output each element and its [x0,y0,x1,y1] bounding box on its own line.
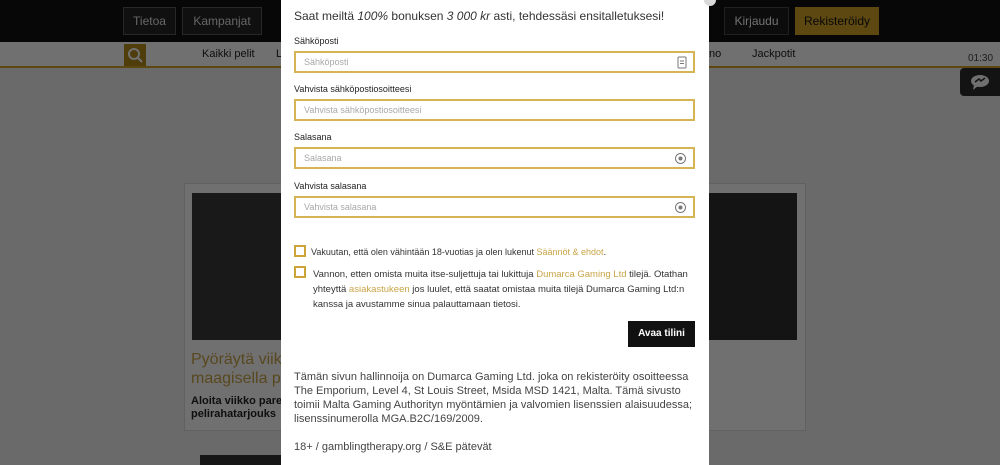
self-exclusion-text: Vannon, etten omista muita itse-suljettuja tai lukittuja Dumarca Gaming Ltd tilejä. Otathan yhteyttä asiakastukeen jos luulet, että saatat omistaa muita tilejä Dumarca Gaming Ltd:n kanssa ja avustamme sinua palauttamaan tietosi. [313,269,688,310]
open-account-button[interactable]: Avaa tilini [628,321,695,347]
self-exclusion-checkbox[interactable] [294,266,306,278]
email-confirm-label: Vahvista sähköpostiosoitteesi [294,84,412,94]
support-link[interactable]: asiakastukeen [348,284,410,295]
dumarca-link[interactable]: Dumarca Gaming Ltd [536,269,627,280]
bonus-intro: Saat meiltä 100% bonuksen 3 000 kr asti, tehdessäsi ensitalletuksesi! [294,9,665,23]
password-field[interactable]: Salasana [294,147,695,169]
terms-checkbox[interactable] [294,245,306,257]
terms-text: Vakuutan, että olen vähintään 18-vuotias ja olen lukenut Säännöt & ehdot. [311,247,607,257]
email-field[interactable]: Sähköposti [294,51,695,73]
eye-icon[interactable] [674,152,687,165]
password-confirm-label: Vahvista salasana [294,181,367,191]
email-label: Sähköposti [294,36,339,46]
eye-icon[interactable] [674,201,687,214]
password-confirm-field[interactable]: Vahvista salasana [294,196,695,218]
license-disclaimer: Tämän sivun hallinnoija on Dumarca Gaming Ltd. joka on rekisteröity osoitteessa The Emporium, Level 4, St Louis Street, Msida MSD 1421, Malta. Tämä sivusto toimii Malta Gaming Authorityn myöntämien ja valvomien lisenssien alaisuudessa; lisenssinumerolla MGA.B2C/169/2009. [294,371,693,425]
contact-card-icon [677,56,687,69]
email-confirm-field[interactable]: Vahvista sähköpostiosoitteesi [294,99,695,121]
responsible-gambling-footer: 18+ / gamblingtherapy.org / S&E pätevät [294,441,492,453]
password-label: Salasana [294,132,332,142]
terms-link[interactable]: Säännöt & ehdot [536,247,604,257]
